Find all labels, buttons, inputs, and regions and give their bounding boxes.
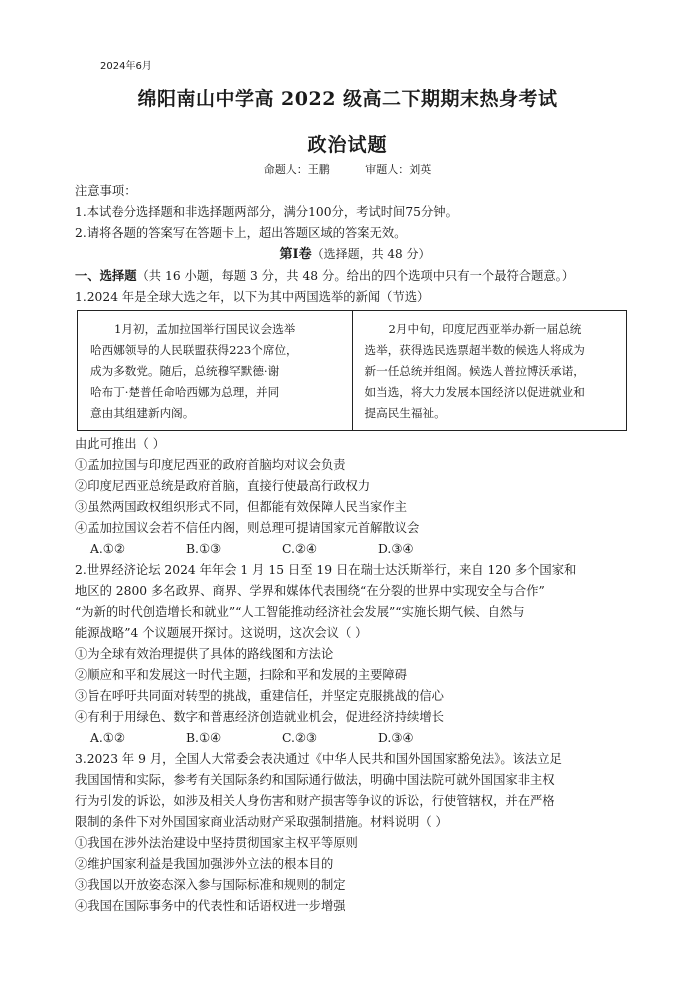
note-item: 1.本试卷分选择题和非选择题两部分，满分100分，考试时间75分钟。 xyxy=(75,205,458,219)
statement: ③虽然两国政权组织形式不同，但都能有效保障人民当家作主 xyxy=(75,500,408,514)
statement: ④我国在国际事务中的代表性和话语权进一步增强 xyxy=(75,899,346,913)
statement: ②印度尼西亚总统是政府首脑，直接行使最高行政权力 xyxy=(75,479,371,493)
q1-stem: 1.2024 年是全球大选之年，以下为其中两国选举的新闻（节选） xyxy=(75,290,430,304)
option-c: C.②④ xyxy=(282,542,317,556)
news-line: 提高民生福祉。 xyxy=(364,406,446,420)
option-d: D.③④ xyxy=(378,542,414,556)
q2-options xyxy=(75,728,635,749)
q1-options xyxy=(75,539,635,560)
exam-date: 2024年6月 xyxy=(100,61,152,72)
option-d: D.③④ xyxy=(378,731,414,745)
notes-heading: 注意事项： xyxy=(75,184,137,198)
q3-line: 行为引发的诉讼，如涉及相关人身伤害和财产损害等争议的诉讼，行使管辖权，并在严格 xyxy=(75,794,555,808)
statement: ③我国以开放姿态深入参与国际标准和规则的制定 xyxy=(75,878,346,892)
news-line: 1月初，孟加拉国举行国民议会选举 xyxy=(114,322,296,336)
option-b: B.①④ xyxy=(186,731,221,745)
part-heading xyxy=(75,265,635,287)
part-label: 一、选择题 xyxy=(75,268,137,283)
reviewer: 审题人：刘英 xyxy=(365,163,432,176)
option-c: C.②③ xyxy=(282,731,317,745)
setter: 命题人：王鹏 xyxy=(263,163,330,176)
news-right xyxy=(352,311,627,430)
option-a: A.①② xyxy=(90,542,125,556)
q2-line: 2.世界经济论坛 2024 年年会 1 月 15 日至 19 日在瑞士达沃斯举行，来自 120 多个国家和 xyxy=(75,563,577,577)
q2-line: 地区的 2800 多名政界、商界、学界和媒体代表围绕“在分裂的世界中实现安全与合作” xyxy=(75,584,545,598)
statement: ①孟加拉国与印度尼西亚的政府首脑均对议会负责 xyxy=(75,458,346,472)
q2-line: “为新的时代创造增长和就业”“人工智能推动经济社会发展”“实施长期气候、自然与 xyxy=(75,605,525,619)
statement: ①为全球有效治理提供了具体的路线图和方法论 xyxy=(75,647,334,661)
news-box xyxy=(77,310,627,431)
exam-subtitle: 政治试题 xyxy=(307,134,388,156)
q3-line: 3.2023 年 9 月，全国人大常委会表决通过《中华人民共和国外国国家豁免法》。该法立足 xyxy=(75,752,562,766)
option-a: A.①② xyxy=(90,731,125,745)
news-left xyxy=(78,311,352,430)
exam-authors xyxy=(0,161,695,177)
news-line: 新一任总统并组阁。候选人普拉博沃承诺， xyxy=(364,364,585,378)
news-line: 哈西娜领导的人民联盟获得223个席位， xyxy=(90,343,298,357)
part-desc: （共 16 小题，每题 3 分，共 48 分。给出的四个选项中只有一个最符合题意。） xyxy=(136,269,575,283)
statement: ②顺应和平和发展这一时代主题，扫除和平和发展的主要障碍 xyxy=(75,668,408,682)
note-item: 2.请将各题的答案写在答题卡上，超出答题区域的答案无效。 xyxy=(75,226,407,240)
news-line: 意由其组建新内阁。 xyxy=(90,406,195,420)
statement: ④有利于用绿色、数字和普惠经济创造就业机会，促进经济持续增长 xyxy=(75,710,444,724)
q3-line: 我国国情和实际，参考有关国际条约和国际通行做法，明确中国法院可就外国国家非主权 xyxy=(75,773,555,787)
q2-line: 能源战略”4 个议题展开探讨。这说明，这次会议（ ） xyxy=(75,626,368,640)
news-line: 选举，获得选民选票超半数的候选人将成为 xyxy=(364,343,585,357)
statement: ①我国在涉外法治建设中坚持贯彻国家主权平等原则 xyxy=(75,836,358,850)
exam-title: 绵阳南山中学高 2022 级高二下期期末热身考试 xyxy=(137,88,558,110)
q3-line: 限制的条件下对外国国家商业活动财产采取强制措施。材料说明（ ） xyxy=(75,815,448,829)
section-note: （选择题，共 48 分） xyxy=(311,247,431,261)
statement: ②维护国家利益是我国加强涉外立法的根本目的 xyxy=(75,857,334,871)
statement: ④孟加拉国议会若不信任内阁，则总理可提请国家元首解散议会 xyxy=(75,521,420,535)
news-line: 如当选，将大力发展本国经济以促进就业和 xyxy=(364,385,585,399)
news-line: 哈布丁·楚普任命哈西娜为总理，并同 xyxy=(90,385,280,399)
news-line: 成为多数党。随后，总统穆罕默德·谢 xyxy=(90,364,280,378)
statement: ③旨在呼吁共同面对转型的挑战，重建信任，并坚定克服挑战的信心 xyxy=(75,689,444,703)
q1-ask: 由此可推出（ ） xyxy=(75,437,165,451)
section-heading xyxy=(75,244,635,265)
exam-body xyxy=(75,181,635,917)
section-label: 第Ⅰ卷 xyxy=(279,247,312,262)
news-line: 2月中旬，印度尼西亚举办新一届总统 xyxy=(388,322,582,336)
option-b: B.①③ xyxy=(186,542,221,556)
